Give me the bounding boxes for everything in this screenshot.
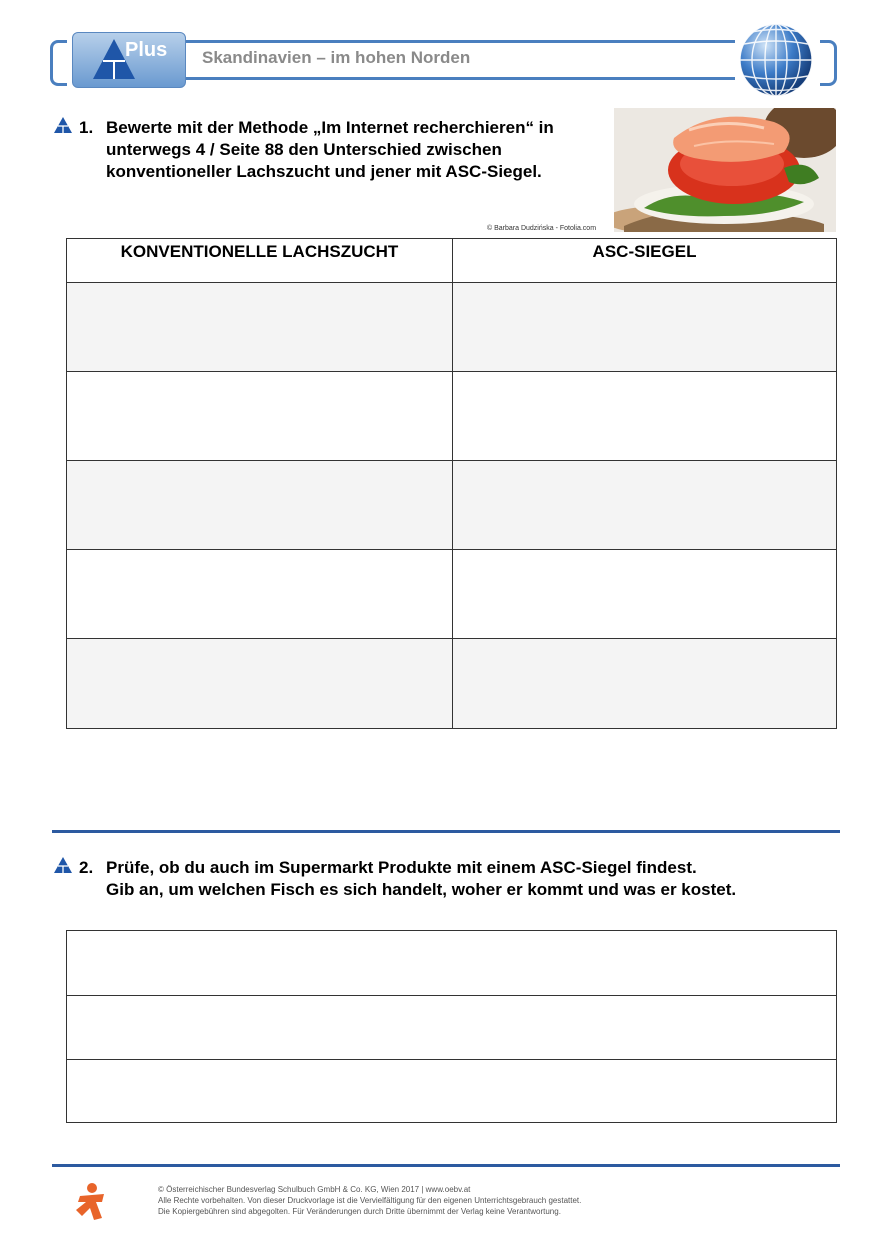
task-1-text [106, 117, 606, 183]
task-1-number: 1. [79, 118, 94, 137]
header-line-top [185, 40, 735, 43]
publisher-logo-icon [72, 1182, 112, 1222]
answer-table [66, 930, 837, 1123]
task-pyramid-icon [53, 116, 73, 134]
header-line-bottom [185, 77, 735, 80]
footer-divider [52, 1164, 840, 1167]
section-divider [52, 830, 840, 833]
table-header-asc: ASC-SIEGEL [592, 242, 697, 261]
footer-line: © Österreichischer Bundesverlag Schulbuch GmbH & Co. KG, Wien 2017 | www.oebv.at [158, 1185, 471, 1194]
answer-row[interactable] [67, 995, 836, 1059]
task-2-number: 2. [79, 858, 94, 877]
task-1-line: unterwegs 4 / Seite 88 den Unterschied zwischen [106, 140, 502, 159]
globe-icon [738, 22, 814, 98]
footer-line: Alle Rechte vorbehalten. Von dieser Druckvorlage ist die Vervielfältigung für den eigenen Unterrichtsgebrauch gestattet. [158, 1196, 582, 1205]
header-bracket-left [50, 40, 67, 86]
comparison-table [66, 238, 837, 729]
answer-row[interactable] [67, 1059, 836, 1122]
plus-logo [72, 32, 186, 88]
photo-credit: © Barbara Dudzińska - Fotolia.com [487, 225, 597, 232]
answer-row[interactable] [67, 931, 836, 995]
task-1-line: konventioneller Lachszucht und jener mit ASC-Siegel. [106, 162, 542, 181]
task-2-line: Prüfe, ob du auch im Supermarkt Produkte mit einem ASC-Siegel findest. [106, 858, 697, 877]
page-title: Skandinavien – im hohen Norden [202, 48, 471, 67]
table-divider [452, 239, 453, 728]
table-header-conventional: KONVENTIONELLE LACHSZUCHT [120, 242, 399, 261]
footer-line: Die Kopiergebühren sind abgegolten. Für Veränderungen durch Dritte übernimmt der Verlag keine Verantwortung. [158, 1207, 561, 1216]
task-2-text [106, 857, 826, 901]
salmon-sandwich-photo [614, 108, 836, 232]
task-2-line: Gib an, um welchen Fisch es sich handelt, woher er kommt und was er kostet. [106, 880, 737, 899]
footer-text [158, 1184, 581, 1217]
task-pyramid-icon [53, 856, 73, 874]
task-1-line: Bewerte mit der Methode „Im Internet recherchieren“ in [106, 118, 554, 137]
header-bracket-right [820, 40, 837, 86]
logo-plus-text: Plus [125, 39, 168, 61]
